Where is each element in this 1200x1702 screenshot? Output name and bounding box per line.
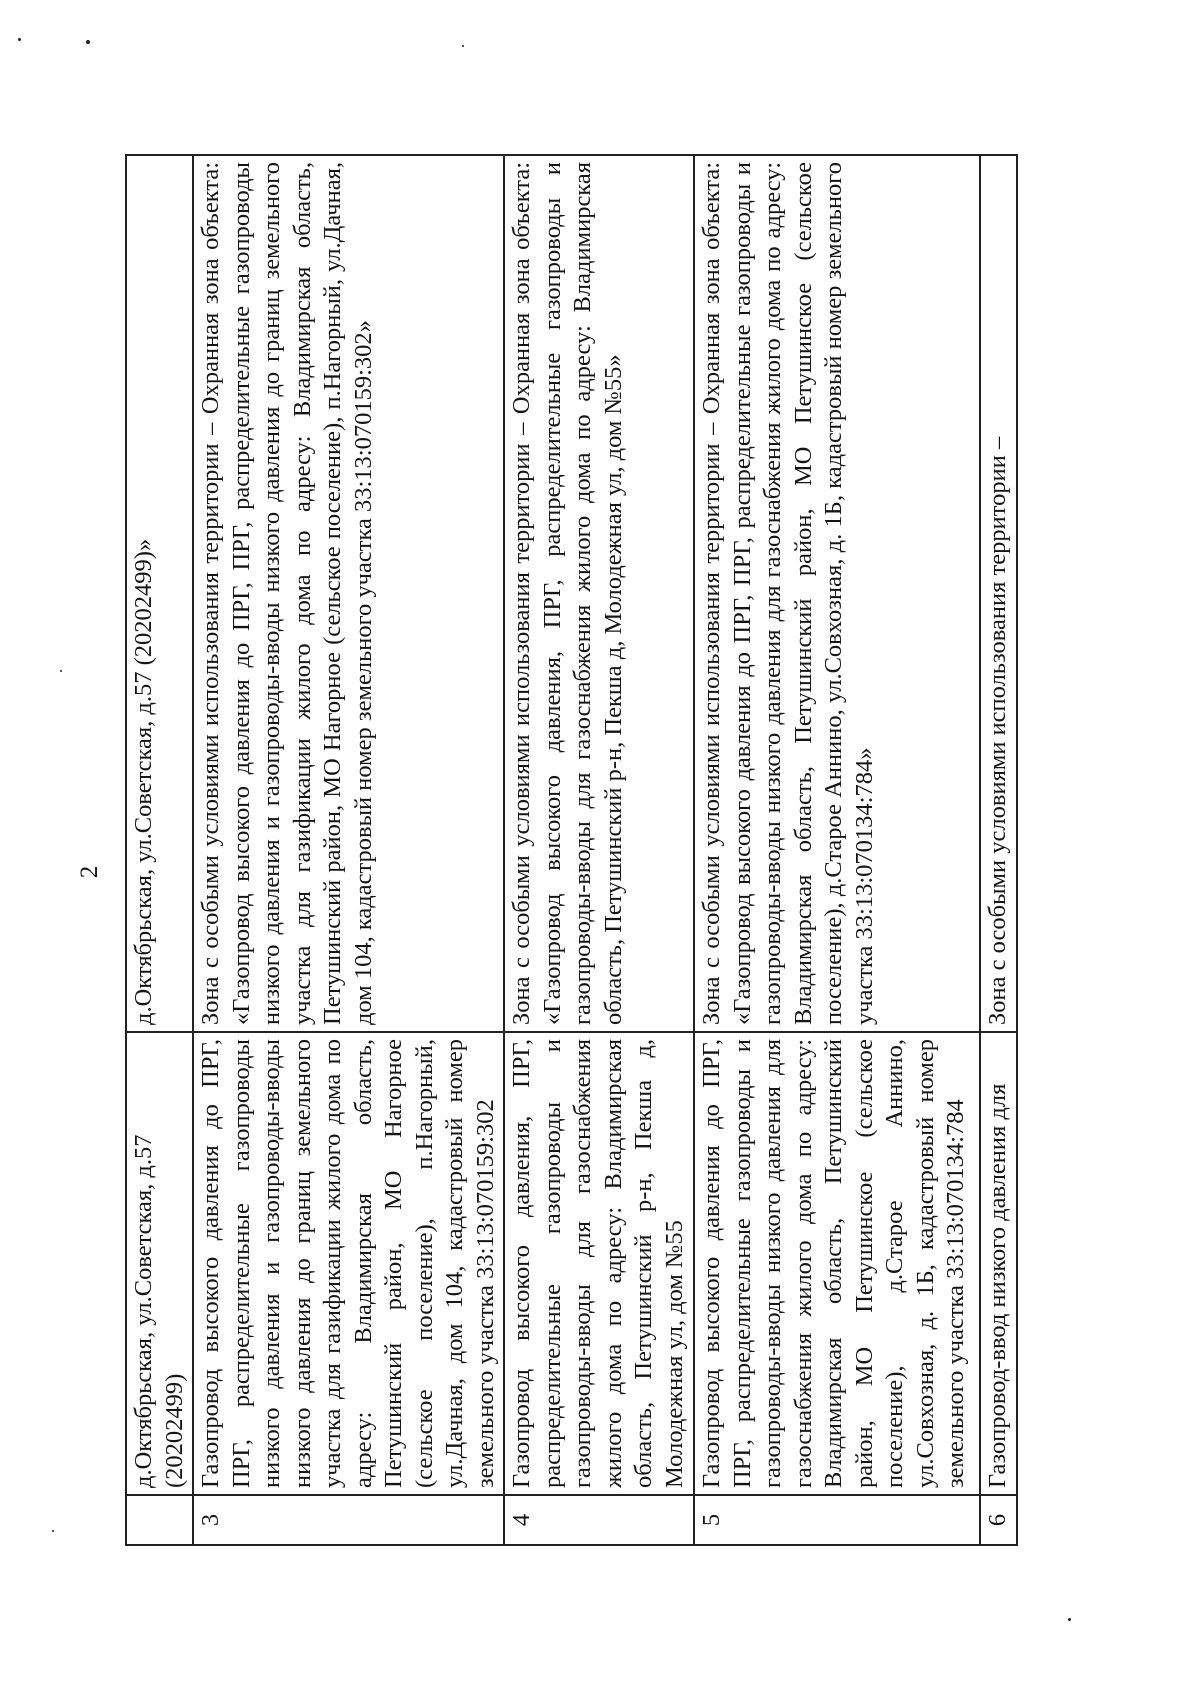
zone-description: д.Октябрьская, ул.Советская, д.57 (20202499)» — [126, 155, 193, 1032]
row-number: 3 — [193, 1495, 504, 1545]
scan-speck — [86, 40, 90, 44]
zone-description: Зона с особыми условиями использования территории – Охранная зона объекта: «Газопровод высокого давления, ПРГ, распределительные газопроводы и газопроводы-вводы для газоснабжения жилого дома по адресу: Владимирская область, Петушинский р-н, Пекша д, Молодежная ул, дом №55» — [504, 155, 694, 1032]
row-number: 6 — [980, 1495, 1017, 1545]
row-number: 5 — [694, 1495, 980, 1545]
scan-speck — [52, 1530, 54, 1532]
object-description: д.Октябрьская, ул.Советская, д.57 (20202499) — [126, 1032, 193, 1495]
zone-description: Зона с особыми условиями использования территории – Охранная зона объекта: «Газопровод высокого давления до ПРГ, ПРГ, распределительные газопроводы низкого давления и газопроводы-вводы низкого давления до границ земельного участка для газификации жилого дома по адресу: Владимирская область, Петушинский район, МО Нагорное (сельское поселение), п.Нагорный, ул.Дачная, дом 104, кадастровый номер земельного участка 33:13:070159:302» — [193, 155, 504, 1032]
object-description: Газопровод-ввод низкого давления для — [980, 1032, 1017, 1495]
row-number: 4 — [504, 1495, 694, 1545]
table-row — [980, 155, 1017, 1545]
zones-table — [125, 154, 1018, 1546]
object-description: Газопровод высокого давления до ПРГ, ПРГ, распределительные газопроводы низкого давления и газопроводы-вводы низкого давления до границ земельного участка для газификации жилого дома по адресу: Владимирская область, Петушинский район, МО Нагорное (сельское поселение), п.Нагорный, ул.Дачная, дом 104, кадастровый номер земельного участка 33:13:070159:302 — [193, 1032, 504, 1495]
row-number — [126, 1495, 193, 1545]
page-number: 2 — [76, 865, 103, 879]
table-row — [694, 155, 980, 1545]
table-row — [193, 155, 504, 1545]
scan-speck — [462, 45, 464, 47]
object-description: Газопровод высокого давления, ПРГ, распределительные газопроводы и газопроводы-вводы для газоснабжения жилого дома по адресу: Владимирская область, Петушинский р-н, Пекша д, Молодежная ул, дом №55 — [504, 1032, 694, 1495]
scan-speck — [60, 670, 62, 672]
scan-speck — [1068, 1618, 1071, 1621]
rotated-page — [125, 156, 1075, 1546]
table-row — [504, 155, 694, 1545]
scan-speck — [18, 38, 21, 41]
table-row — [126, 155, 193, 1545]
zone-description: Зона с особыми условиями использования территории – — [980, 155, 1017, 1032]
zone-description: Зона с особыми условиями использования территории – Охранная зона объекта: «Газопровод высокого давления до ПРГ, ПРГ, распределительные газопроводы и газопроводы-вводы низкого давления для газоснабжения жилого дома по адресу: Владимирская область, Петушинский район, МО Петушинское (сельское поселение), д.Старое Аннино, ул.Совхозная, д. 1Б, кадастровый номер земельного участка 33:13:070134:784» — [694, 155, 980, 1032]
object-description: Газопровод высокого давления до ПРГ, ПРГ, распределительные газопроводы и газопроводы-вводы низкого давления для газоснабжения жилого дома по адресу: Владимирская область, Петушинский район, МО Петушинское (сельское поселение), д.Старое Аннино, ул.Совхозная, д. 1Б, кадастровый номер земельного участка 33:13:070134:784 — [694, 1032, 980, 1495]
